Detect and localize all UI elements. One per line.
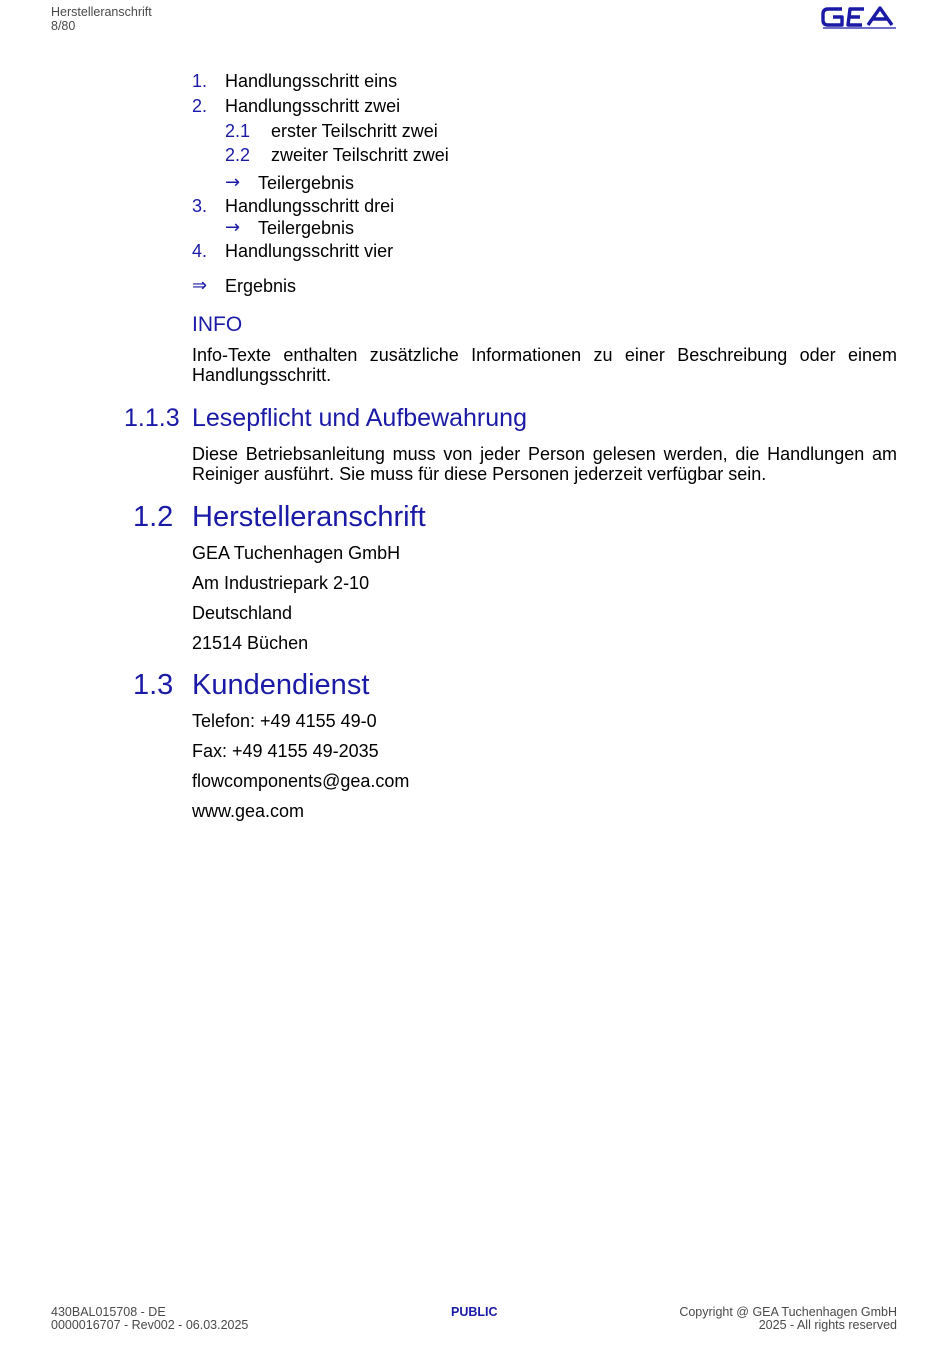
section-title: Lesepflicht und Aufbewahrung [192,404,527,432]
section-text: Diese Betriebsanleitung muss von jeder Person gelesen werden, die Handlungen am Reiniger ausführt. Sie muss für diese Personen jederzeit verfügbar sein. [192,444,897,484]
header-section-title: Herstelleranschrift [51,5,152,19]
address-country: Deutschland [192,603,293,623]
result-text: Ergebnis [225,276,297,296]
info-title: INFO [192,313,243,336]
step-3 [192,196,207,216]
step-4 [192,241,207,261]
footer-doc-id: 430BAL015708 - DE [51,1305,166,1319]
step-number: 1. [192,71,208,91]
footer-copyright-line-2: 2025 - All rights reserved [758,1318,897,1332]
address-city: 21514 Büchen [192,633,309,653]
partial-result-text: Teilergebnis [258,173,355,193]
step-number: 2. [192,96,208,116]
info-text: Info-Texte enthalten zusätzliche Informationen zu einer Beschreibung oder einem Handlungsschritt. [192,345,897,385]
section-title: Kundendienst [192,669,370,701]
page-header [51,5,152,33]
address-street: Am Industriepark 2-10 [192,573,370,593]
contact-fax: Fax: +49 4155 49-2035 [192,741,379,761]
step-1-text: Handlungsschritt eins [225,71,398,91]
step-number: 2.2 [225,145,251,165]
contact-email-link[interactable]: flowcomponents@gea.com [192,771,410,791]
double-arrow-right-icon: ⇒ [192,275,208,296]
step-number: 4. [192,241,208,261]
header-page-number: 8/80 [51,19,76,33]
substep-2-1 [225,121,250,141]
step-number: 2.1 [225,121,251,141]
substep-2-1-text: erster Teilschritt zwei [271,121,438,141]
step-number: 3. [192,196,208,216]
contact-phone: Telefon: +49 4155 49-0 [192,711,377,731]
partial-result-text: Teilergebnis [258,218,355,238]
address-company: GEA Tuchenhagen GmbH [192,543,401,563]
arrow-right-icon: → [225,172,241,193]
section-number: 1.1.3 [124,404,180,432]
contact-website-link[interactable]: www.gea.com [192,801,305,821]
footer-doc-info [51,1306,248,1332]
arrow-right-icon: → [225,217,241,238]
section-number: 1.2 [133,501,174,533]
step-3-text: Handlungsschritt drei [225,196,395,216]
step-4-text: Handlungsschritt vier [225,241,394,261]
substep-2-2-text: zweiter Teilschritt zwei [271,145,449,165]
footer-classification: PUBLIC [451,1305,498,1319]
footer-copyright [679,1306,897,1332]
section-title: Herstelleranschrift [192,501,426,533]
step-2-text: Handlungsschritt zwei [225,96,401,116]
gea-logo [820,4,898,30]
step-2 [192,96,207,116]
substep-2-2 [225,145,250,165]
footer-revision: 0000016707 - Rev002 - 06.03.2025 [51,1318,249,1332]
footer-copyright-line-1: Copyright @ GEA Tuchenhagen GmbH [679,1305,897,1319]
step-1 [192,71,207,91]
section-number: 1.3 [133,669,174,701]
